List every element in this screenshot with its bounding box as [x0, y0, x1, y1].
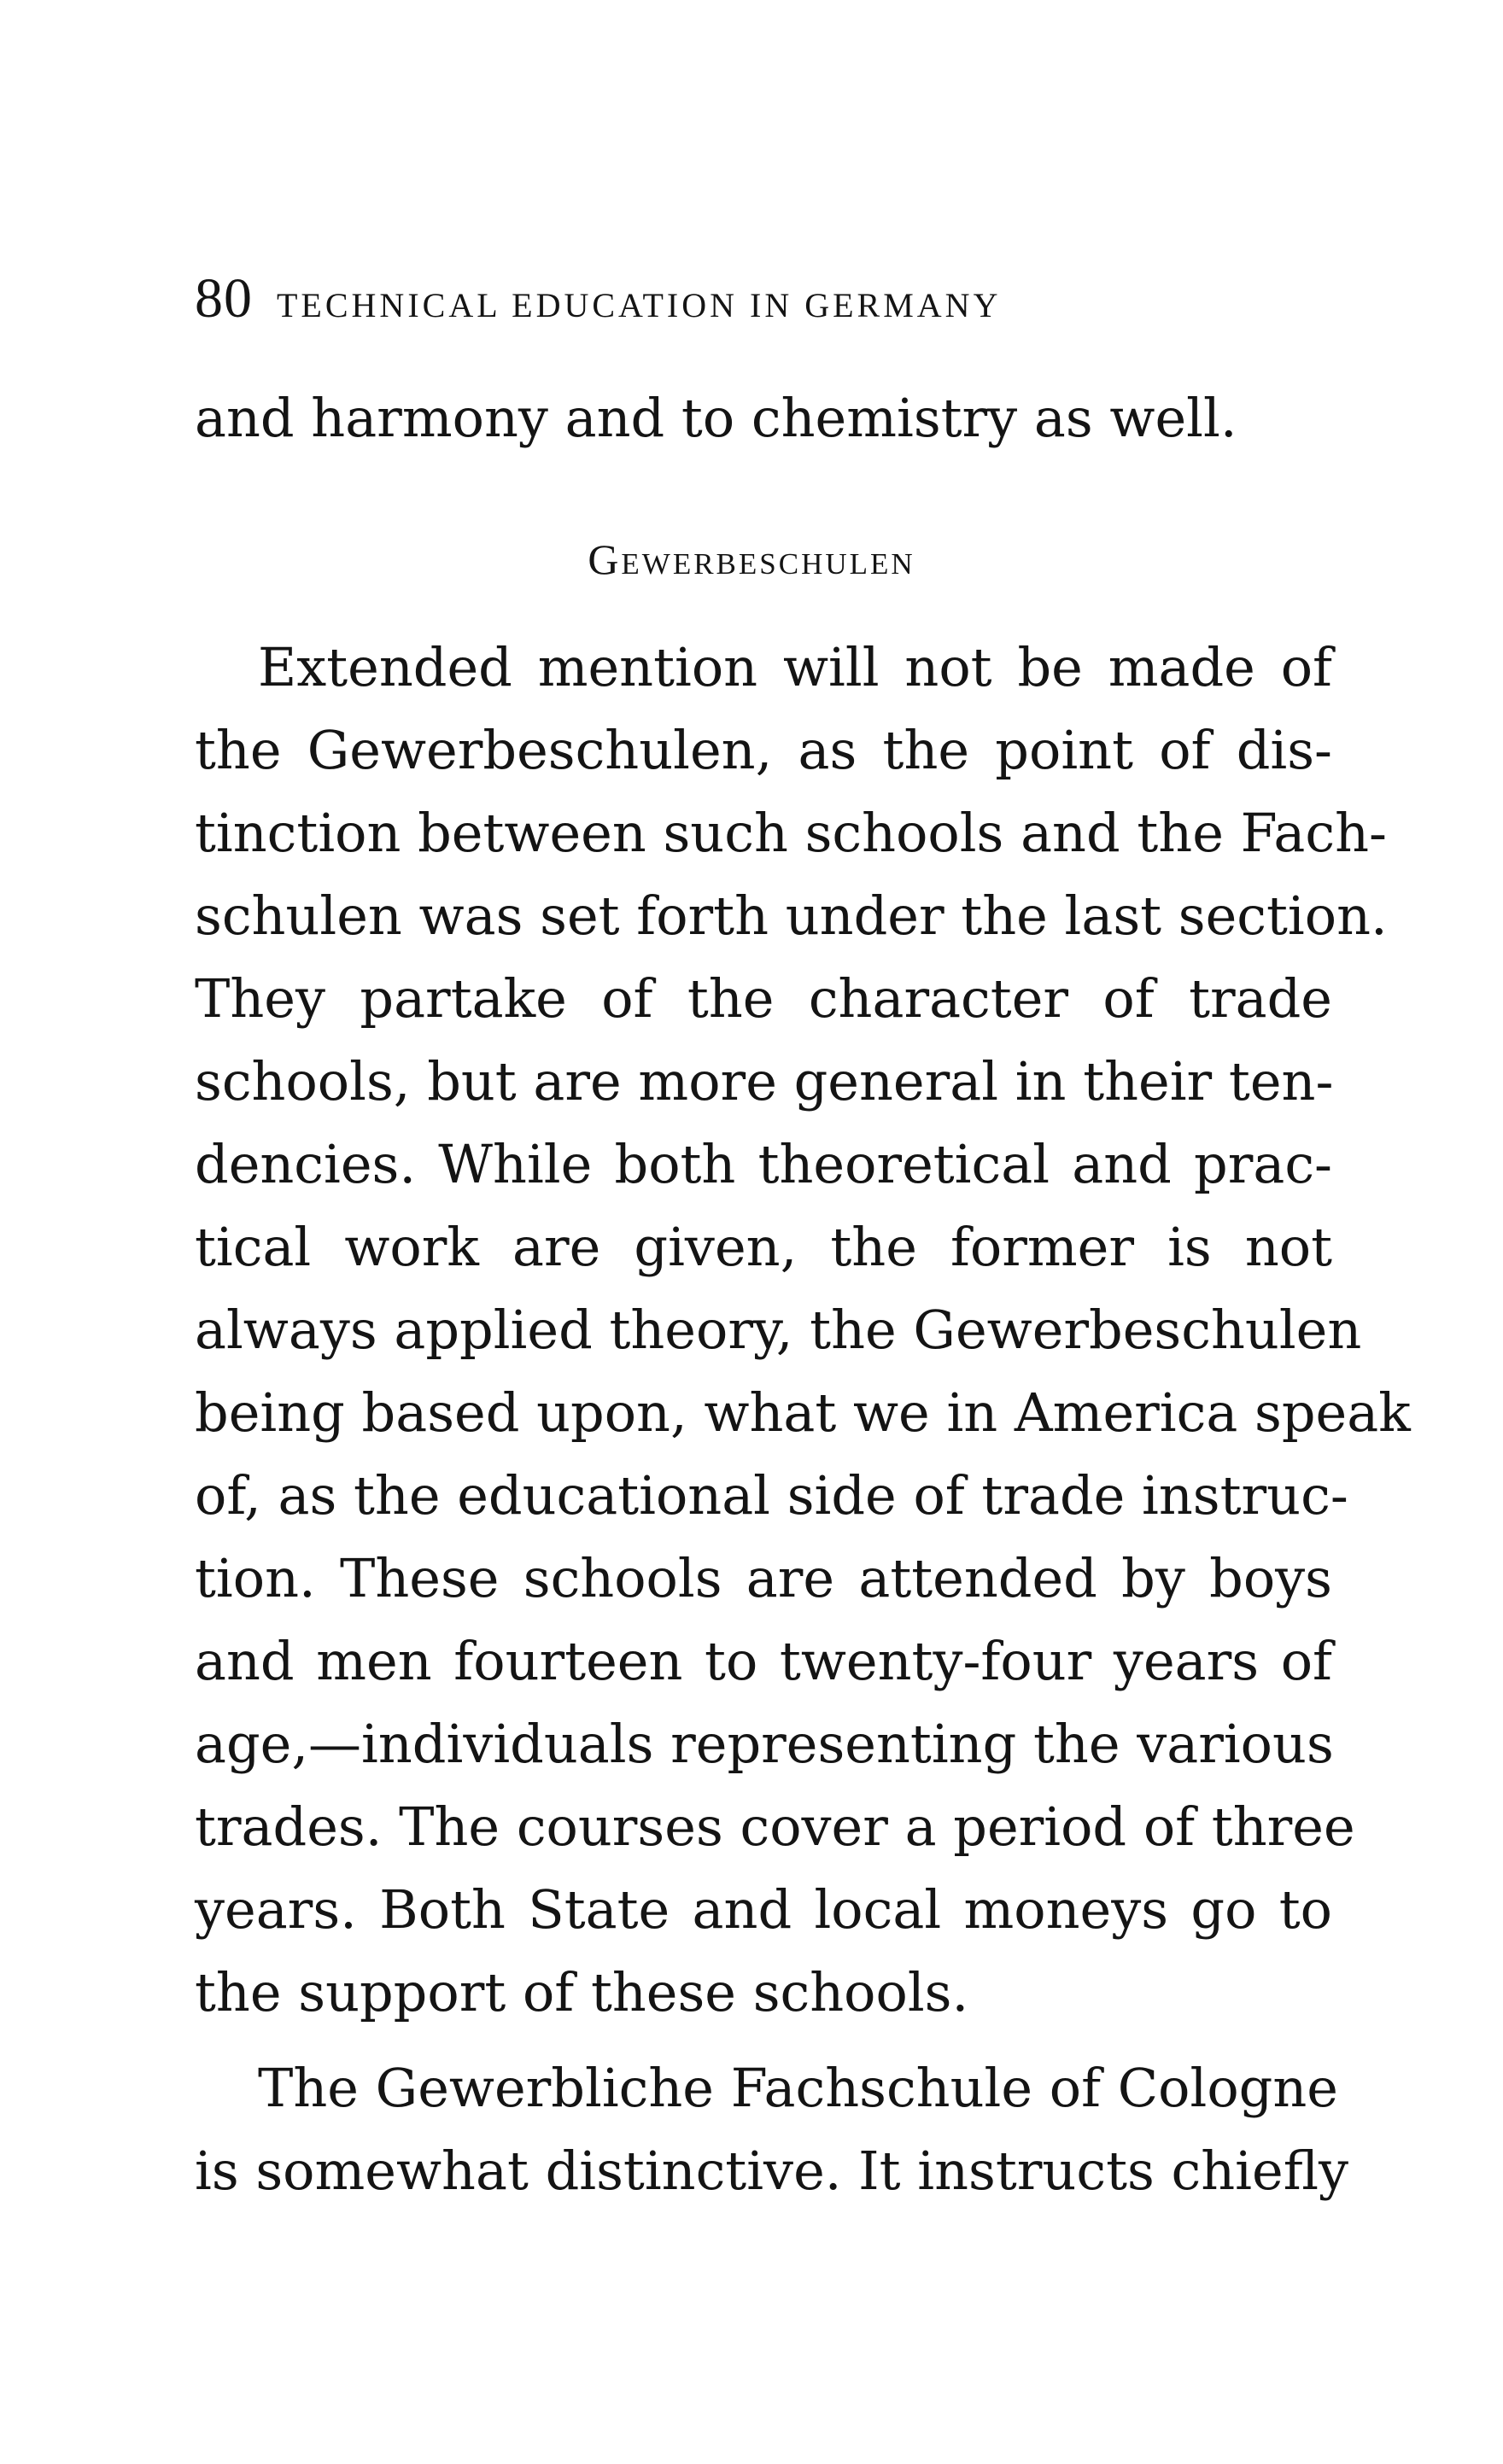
text-line: the support of these schools. [195, 1961, 969, 2023]
text-line: The Gewerbliche Fachschule of Cologne [258, 2057, 1338, 2119]
text-line: always applied theory, the Gewerbeschulen [195, 1299, 1362, 1361]
text-line: They partake of the character of trade [195, 967, 1332, 1030]
page-number: 80 [195, 267, 253, 330]
text-line: age,—individuals representing the various [195, 1713, 1334, 1775]
continued-text-line: and harmony and to chemistry as well. [195, 387, 1237, 449]
text-line: and men fourteen to twenty-four years of [195, 1630, 1332, 1692]
text-line: tion. These schools are attended by boys [195, 1547, 1332, 1609]
text-line: trades. The courses cover a period of three [195, 1795, 1355, 1858]
text-line: dencies. While both theoretical and prac- [195, 1133, 1332, 1195]
section-heading: Gewerbeschulen [588, 535, 915, 583]
text-line: the Gewerbeschulen, as the point of dis- [195, 719, 1332, 781]
running-title: TECHNICAL EDUCATION IN GERMANY [277, 286, 1002, 324]
text-line: years. Both State and local moneys go to [195, 1878, 1332, 1941]
running-head [195, 266, 1322, 335]
text-line: being based upon, what we in America speak [195, 1381, 1411, 1444]
text-line: Extended mention will not be made of [258, 636, 1332, 698]
text-line: of, as the educational side of trade instruc- [195, 1464, 1348, 1527]
text-line: tical work are given, the former is not [195, 1216, 1332, 1278]
text-line: tinction between such schools and the Fach- [195, 802, 1387, 864]
text-line: schools, but are more general in their ten- [195, 1050, 1334, 1112]
text-line: is somewhat distinctive. It instructs chiefly [195, 2140, 1349, 2202]
text-line: schulen was set forth under the last section. [195, 885, 1388, 947]
